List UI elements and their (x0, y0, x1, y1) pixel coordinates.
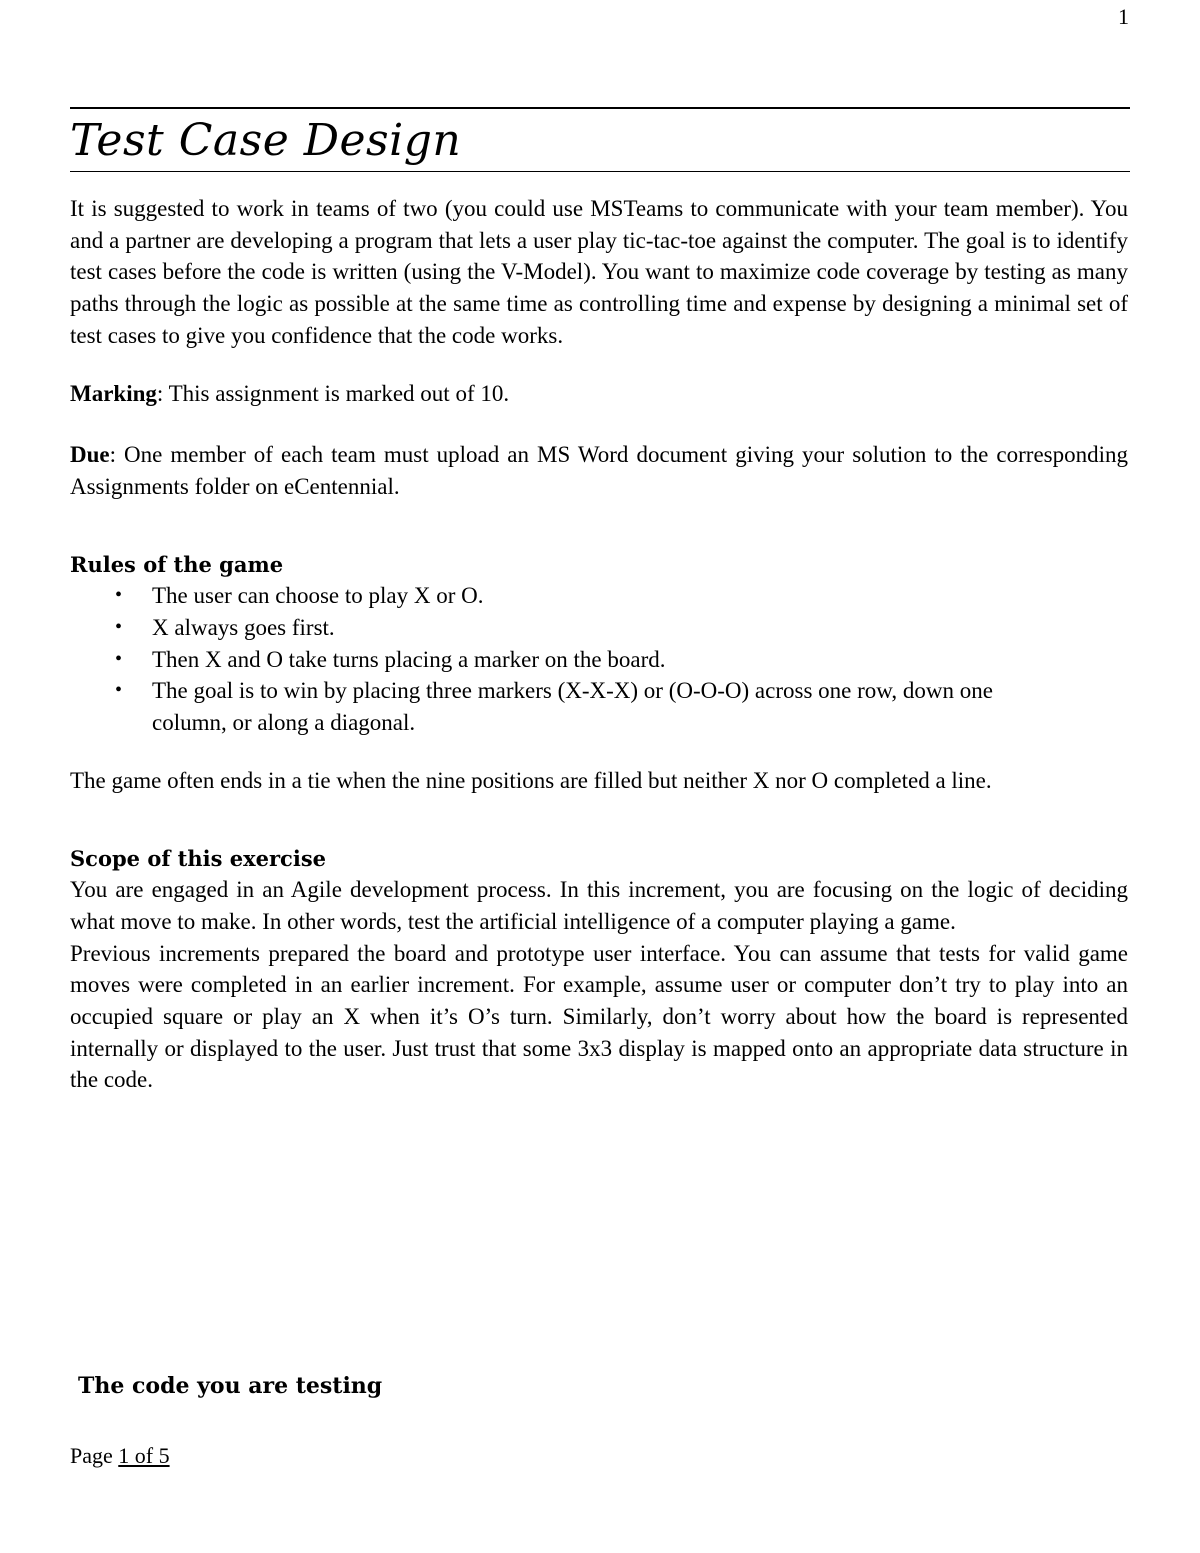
bullet-icon: • (115, 679, 123, 702)
footer-prefix: Page (70, 1443, 119, 1468)
rule-item (70, 612, 1052, 644)
marking-paragraph (70, 378, 1128, 410)
marking-label: Marking (70, 380, 157, 406)
rule-text: The goal is to win by placing three markers (X-X-X) or (O-O-O) across one row, down one column, or along a diagonal. (152, 678, 993, 736)
bullet-icon: • (115, 647, 123, 670)
rules-list (70, 580, 1128, 739)
tie-paragraph: The game often ends in a tie when the nine positions are filled but neither X nor O completed a line. (70, 767, 992, 793)
rule-item (70, 580, 1052, 612)
scope-paragraph-2: Previous increments prepared the board and prototype user interface. You can assume that tests for valid game moves were completed in an earlier increment. For example, assume user or computer don’t try to play into an occupied square or play an X when it’s O’s turn. Similarly, don’t worry about how the board is represented internally or displayed to the user. Just trust that some 3x3 display is mapped onto an appropriate data structure in the code. (70, 940, 1128, 1093)
page-number: 1 (1118, 4, 1129, 29)
rule-item (70, 644, 1052, 676)
document-body (70, 193, 1128, 1096)
due-text: : One member of each team must upload an MS Word document giving your solution to the corresponding Assignments folder on eCentennial. (70, 442, 1128, 499)
scope-paragraph-1: You are engaged in an Agile development process. In this increment, you are focusing on the logic of deciding what move to make. In other words, test the artificial intelligence of a computer playing a game. (70, 877, 1128, 934)
marking-text: : This assignment is marked out of 10. (156, 380, 510, 406)
due-paragraph (70, 439, 1128, 502)
rule-item (70, 675, 1052, 738)
page-footer (70, 1443, 170, 1469)
rule-text: Then X and O take turns placing a marker on the board. (152, 646, 666, 672)
bullet-icon: • (115, 584, 123, 607)
code-heading: The code you are testing (78, 1373, 383, 1399)
rule-text: X always goes first. (152, 615, 335, 641)
footer-page-count: 1 of 5 (118, 1443, 170, 1468)
intro-paragraph: It is suggested to work in teams of two (you could use MSTeams to communicate with your team member). You and a partner are developing a program that lets a user play tic-tac-toe against the computer. The goal is to identify test cases before the code is written (using the V-Model). You want to maximize code coverage by testing as many paths through the logic as possible at the same time as controlling time and expense by designing a minimal set of test cases to give you confidence that the code works. (70, 196, 1128, 348)
document-title: Test Case Design (70, 115, 462, 166)
title-block (70, 107, 1130, 172)
bullet-icon: • (115, 616, 123, 639)
rules-heading: Rules of the game (70, 551, 284, 577)
rule-text: The user can choose to play X or O. (152, 583, 484, 609)
scope-heading: Scope of this exercise (70, 845, 326, 871)
due-label: Due (70, 442, 110, 468)
